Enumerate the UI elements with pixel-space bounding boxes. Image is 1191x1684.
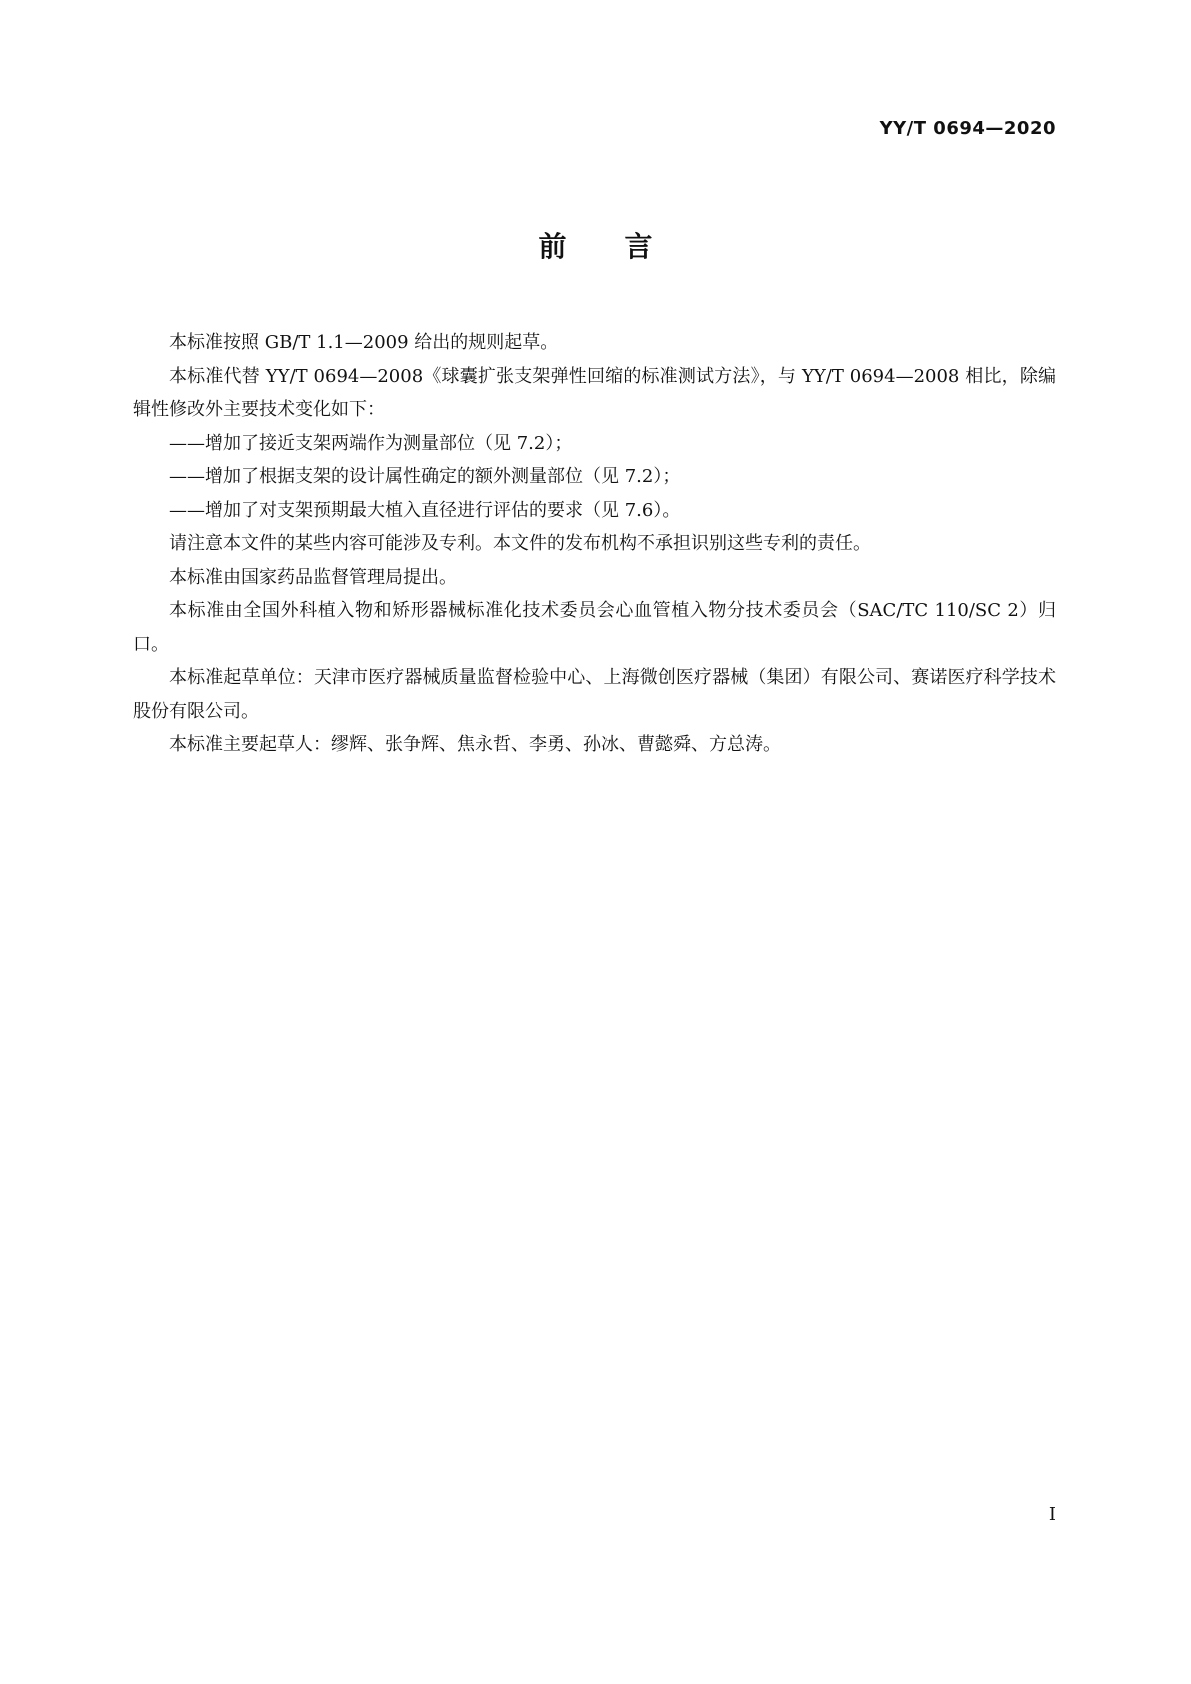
list-item-change-1: ——增加了接近支架两端作为测量部位（见 7.2）； (169, 432, 573, 454)
paragraph-proposer: 本标准由国家药品监督管理局提出。 (169, 566, 457, 588)
paragraph-replacement: 本标准代替 YY/T 0694—2008《球囊扩张支架弹性回缩的标准测试方法》，与 YY/T 0694—2008 相比，除编辑性修改外主要技术变化如下： (133, 365, 1056, 420)
page-title: 前言 (538, 230, 711, 263)
paragraph-technical-committee: 本标准由全国外科植入物和矫形器械标准化技术委员会心血管植入物分技术委员会（SAC/TC 110/SC 2）归口。 (133, 600, 1056, 655)
paragraph-drafters: 本标准主要起草人：缪辉、张争辉、焦永哲、李勇、孙冰、曹懿舜、方总涛。 (169, 734, 781, 755)
standard-code: YY/T 0694—2020 (879, 118, 1056, 139)
list-item-change-2: ——增加了根据支架的设计属性确定的额外测量部位（见 7.2）； (169, 466, 681, 487)
page-number: I (1048, 1504, 1056, 1525)
paragraph-drafting-rules: 本标准按照 GB/T 1.1—2009 给出的规则起草。 (169, 332, 559, 353)
paragraph-drafting-organizations: 本标准起草单位：天津市医疗器械质量监督检验中心、上海微创医疗器械（集团）有限公司、赛诺医疗科学技术股份有限公司。 (133, 667, 1056, 722)
document-body (133, 326, 1056, 762)
list-item-change-3: ——增加了对支架预期最大植入直径进行评估的要求（见 7.6）。 (169, 499, 681, 521)
paragraph-patent-notice: 请注意本文件的某些内容可能涉及专利。本文件的发布机构不承担识别这些专利的责任。 (169, 533, 871, 554)
